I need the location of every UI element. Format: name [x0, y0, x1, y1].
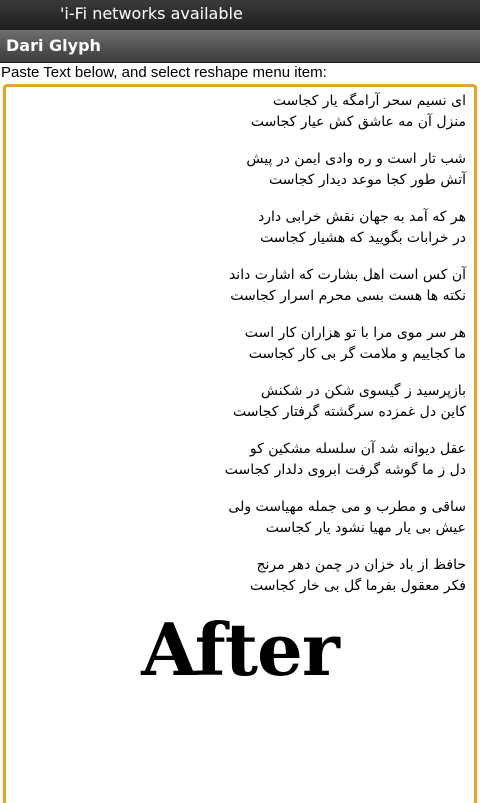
- poem-line: بازپرسید ز گیسوی شکن در شکنش: [260, 383, 466, 399]
- poem-line: منزل آن مه عاشق کش عیار کجاست: [250, 114, 466, 130]
- paste-text-area[interactable]: [3, 84, 477, 803]
- wifi-notification-text: 'i-Fi networks available: [60, 4, 243, 23]
- poem-stanza: [26, 265, 466, 307]
- poem-line: ما کجاییم و ملامت گر بی کار کجاست: [248, 346, 466, 362]
- poem-line: هر که آمد به جهان نقش خرابی دارد: [257, 209, 466, 225]
- poem-stanza: [26, 439, 466, 481]
- poem-line: حافظ از باد خزان در چمن دهر مرنج: [256, 557, 466, 573]
- poem-line: در خرابات بگویید که هشیار کجاست: [260, 230, 466, 246]
- poem-line: ای نسیم سحر آرامگه یار کجاست: [272, 93, 466, 109]
- app-title-bar: [0, 30, 480, 63]
- poem-line: آن کس است اهل بشارت که اشارت داند: [228, 267, 466, 283]
- poem-line: نکته ها هست بسی محرم اسرار کجاست: [230, 288, 466, 304]
- instruction-label: Paste Text below, and select reshape menu item:: [1, 64, 327, 81]
- poem-line: دل ز ما گوشه گرفت ابروی دلدار کجاست: [224, 462, 466, 478]
- poem-line: آتش طور کجا موعد دیدار کجاست: [269, 172, 466, 188]
- poem-line: کاین دل غمزده سرگشته گرفتار کجاست: [233, 404, 466, 420]
- poem-line: فکر معقول بفرما گل بی خار کجاست: [249, 578, 466, 594]
- poem-stanza: [26, 207, 466, 249]
- poem-text: [26, 91, 466, 613]
- app-title: Dari Glyph: [6, 36, 101, 55]
- after-label: After: [141, 607, 339, 692]
- poem-stanza: [26, 323, 466, 365]
- poem-line: عقل دیوانه شد آن سلسله مشکین کو: [249, 441, 466, 457]
- poem-line: ساقی و مطرب و می جمله مهیاست ولی: [228, 499, 466, 515]
- poem-stanza: [26, 149, 466, 191]
- poem-stanza: [26, 91, 466, 133]
- poem-stanza: [26, 555, 466, 597]
- poem-stanza: [26, 497, 466, 539]
- poem-line: شب تار است و ره وادی ایمن در پیش: [246, 151, 466, 167]
- poem-line: هر سر موی مرا با تو هزاران کار است: [244, 325, 466, 341]
- poem-line: عیش بی یار مهیا نشود یار کجاست: [265, 520, 466, 536]
- poem-stanza: [26, 381, 466, 423]
- status-bar: [0, 0, 480, 30]
